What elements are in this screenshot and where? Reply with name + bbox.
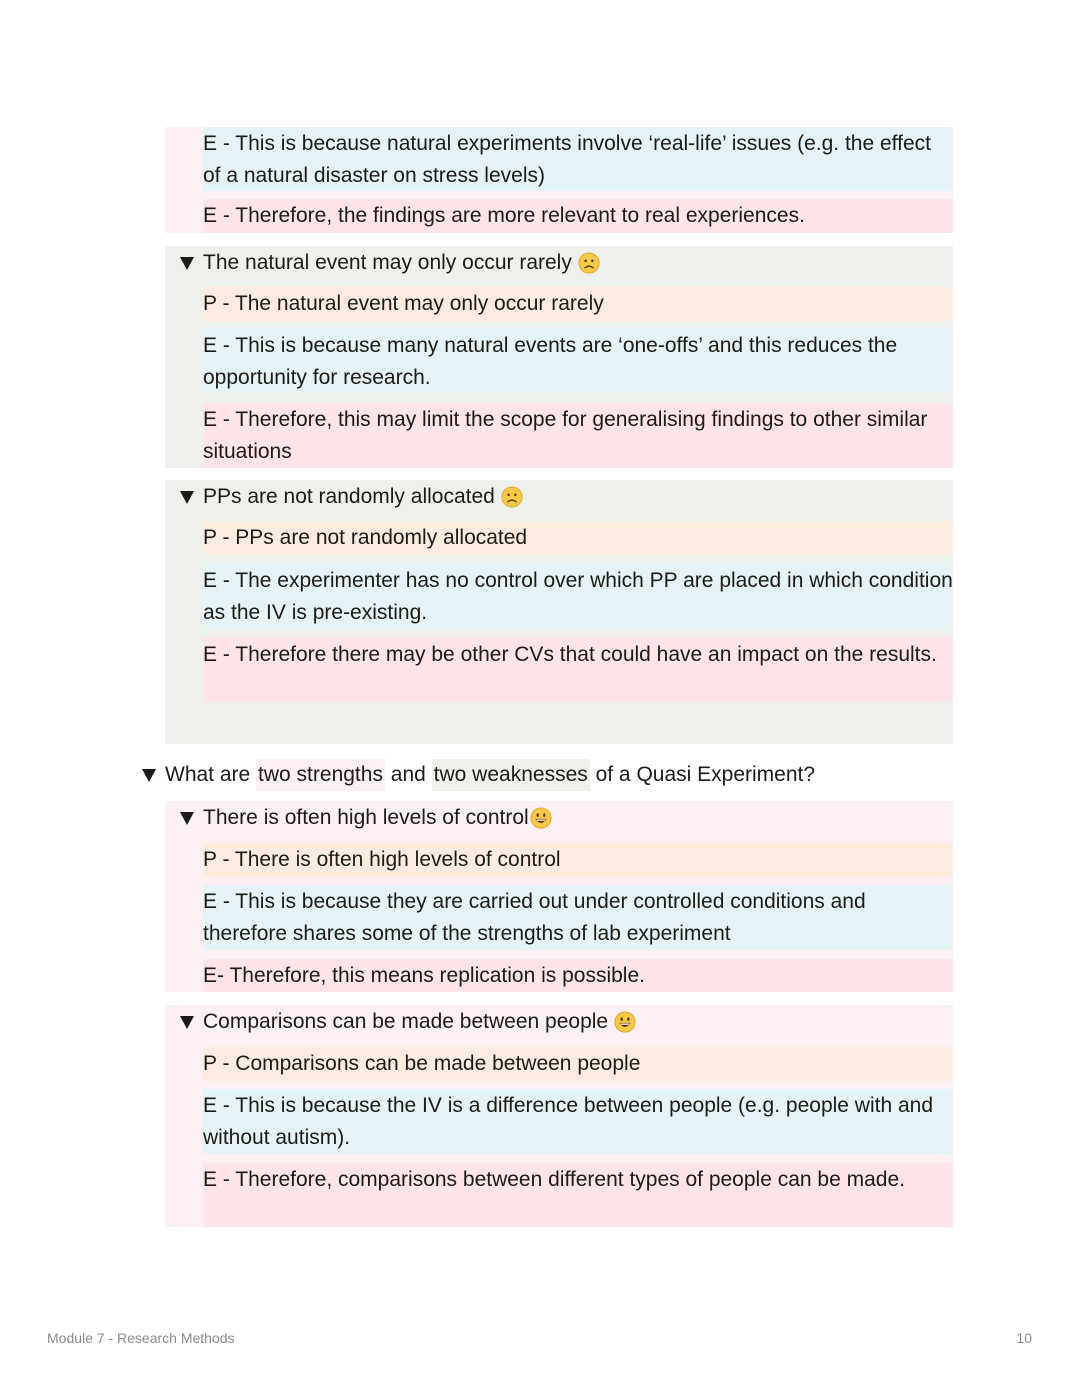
toggle-triangle-icon[interactable] xyxy=(180,1016,194,1029)
strength-toggle-heading[interactable] xyxy=(180,802,552,834)
explanation-row: E - This is because natural experiments involve ‘real-life’ issues (e.g. the effect of a natural disaster on stress levels) xyxy=(203,127,953,191)
evaluation-row: E - Therefore, the findings are more relevant to real experiences. xyxy=(203,199,953,233)
grinning-face-icon xyxy=(614,1011,636,1033)
toggle-heading-text: Comparisons can be made between people xyxy=(203,1010,609,1033)
toggle-heading-text: The natural event may only occur rarely xyxy=(203,251,572,274)
question-middle: and xyxy=(384,763,432,786)
point-row: P - PPs are not randomly allocated xyxy=(203,521,953,555)
toggle-triangle-icon[interactable] xyxy=(180,257,194,270)
point-row: P - Comparisons can be made between people xyxy=(203,1047,953,1081)
question-toggle-heading[interactable] xyxy=(142,759,815,791)
weakness-toggle-heading[interactable] xyxy=(180,481,523,513)
strength-toggle-heading[interactable] xyxy=(180,1006,636,1038)
toggle-heading-text: There is often high levels of control xyxy=(203,806,529,829)
question-prefix: What are xyxy=(165,763,257,786)
question-suffix: of a Quasi Experiment? xyxy=(589,763,816,786)
toggle-heading-text: PPs are not randomly allocated xyxy=(203,485,495,508)
weakness-toggle-heading[interactable] xyxy=(180,247,600,279)
toggle-triangle-icon[interactable] xyxy=(180,812,194,825)
explanation-row: E - The experimenter has no control over which PP are placed in which condition as the IV is pre-existing. xyxy=(203,563,953,629)
point-row: P - There is often high levels of control xyxy=(203,843,953,877)
grinning-face-icon xyxy=(530,807,552,829)
point-row: P - The natural event may only occur rarely xyxy=(203,287,953,321)
frowning-face-icon xyxy=(578,252,600,274)
explanation-row: E - This is because many natural events are ‘one-offs’ and this reduces the opportunity for research. xyxy=(203,329,953,393)
evaluation-row: E - Therefore there may be other CVs that could have an impact on the results. xyxy=(203,637,953,702)
frowning-face-icon xyxy=(501,486,523,508)
evaluation-row: E - Therefore, this may limit the scope for generalising findings to other similar situations xyxy=(203,403,953,468)
weaknesses-highlight: two weaknesses xyxy=(432,759,590,791)
explanation-row: E - This is because the IV is a difference between people (e.g. people with and without autism). xyxy=(203,1089,953,1154)
toggle-triangle-icon[interactable] xyxy=(142,769,156,782)
footer-module-title: Module 7 - Research Methods xyxy=(47,1330,235,1346)
evaluation-row: E- Therefore, this means replication is possible. xyxy=(203,959,953,992)
evaluation-row: E - Therefore, comparisons between different types of people can be made. xyxy=(203,1163,953,1227)
footer-page-number: 10 xyxy=(1016,1330,1032,1346)
explanation-row: E - This is because they are carried out under controlled conditions and therefore shares some of the strengths of lab experiment xyxy=(203,885,953,950)
toggle-triangle-icon[interactable] xyxy=(180,491,194,504)
strengths-highlight: two strengths xyxy=(256,759,385,791)
